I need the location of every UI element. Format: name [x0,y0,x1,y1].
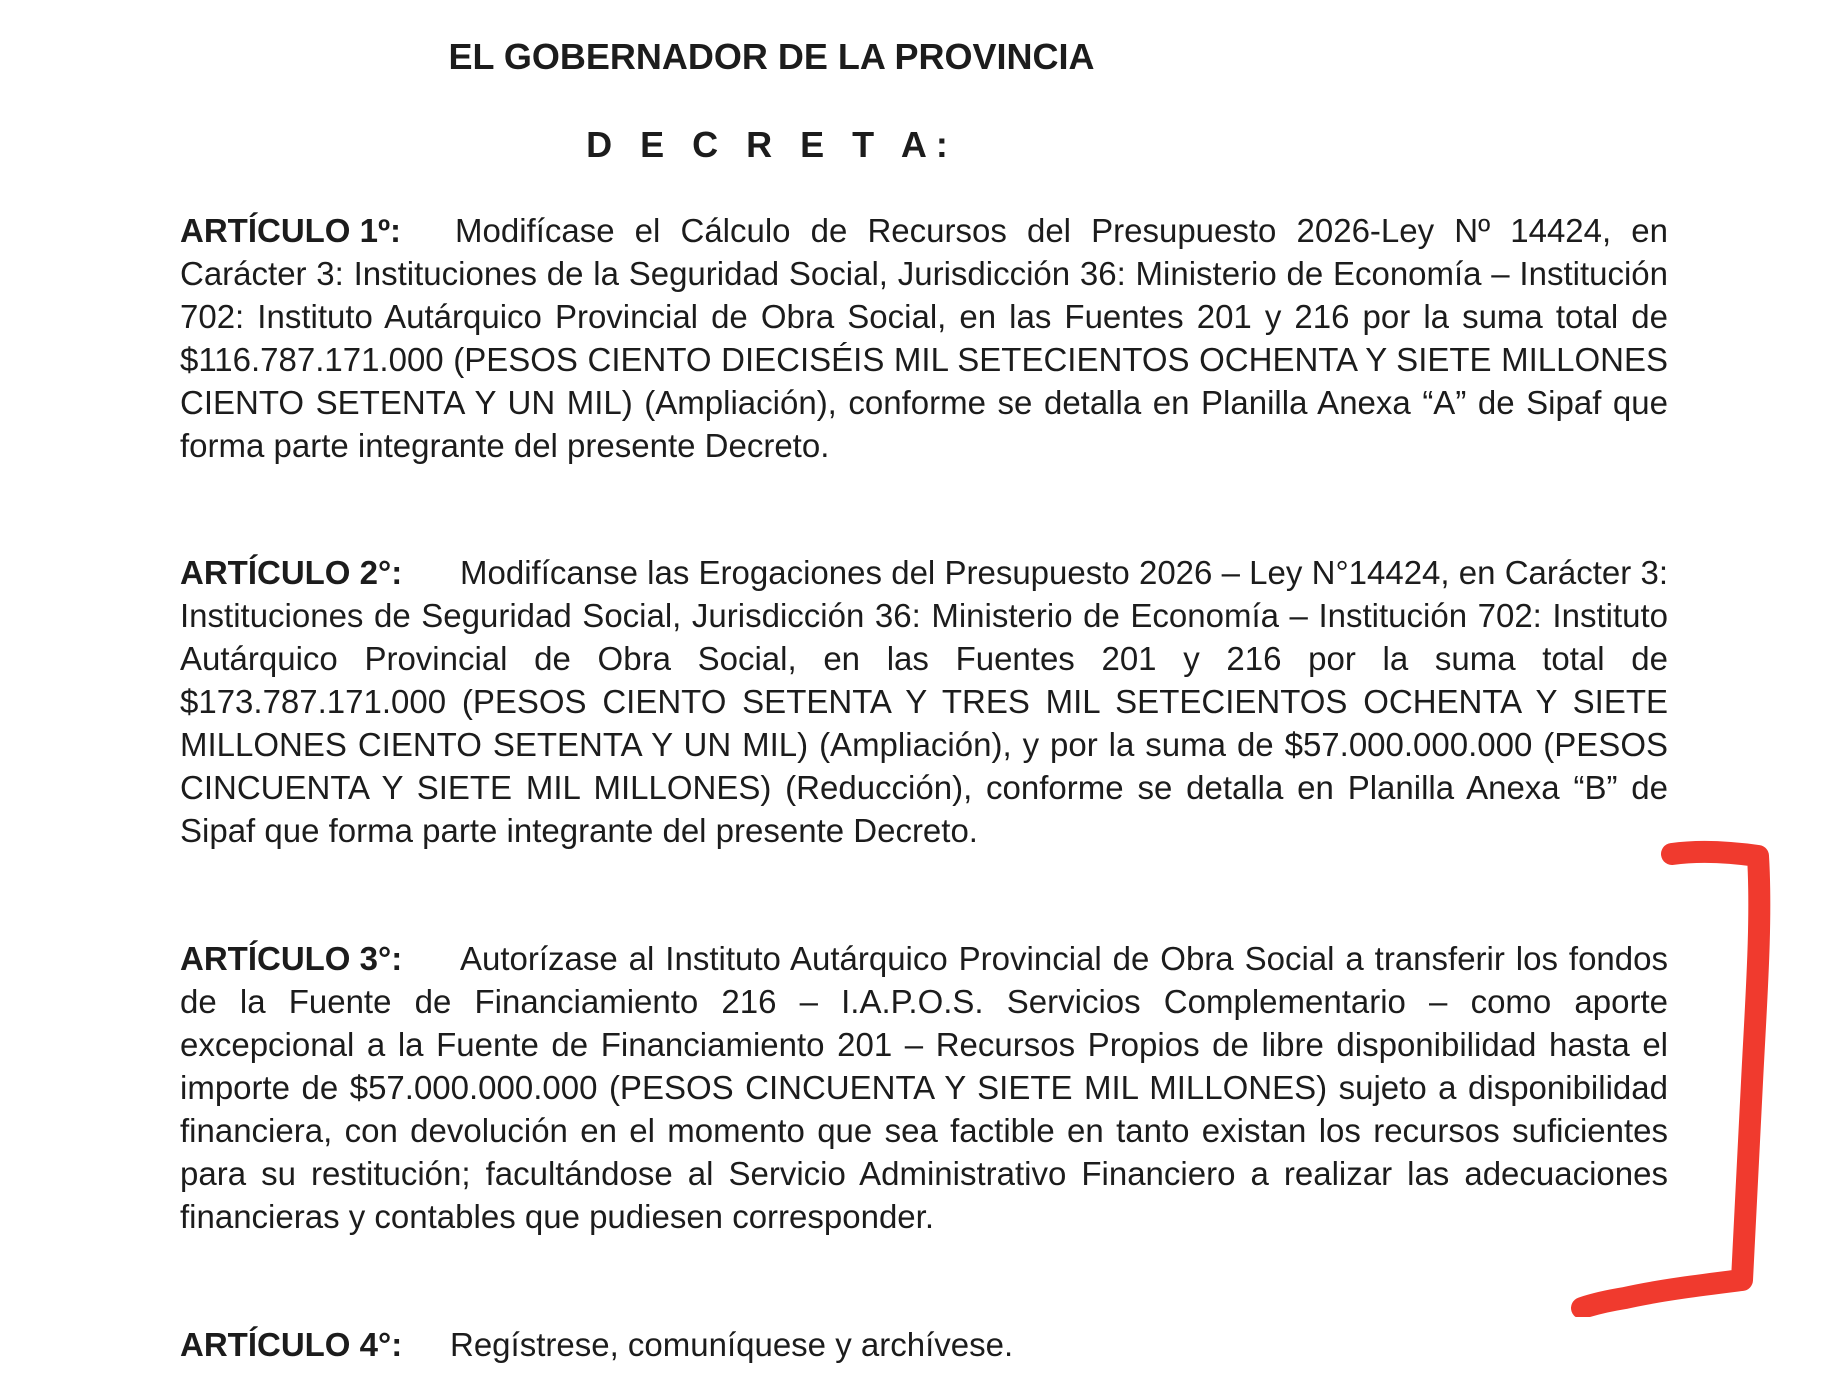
articulo-3 [180,937,1668,1238]
articulo-3-text: Autorízase al Instituto Autárquico Provincial de Obra Social a transferir los fondos de la Fuente de Financiamiento 216 – I.A.P.O.S. Servicios Complementario – como aporte excepcional a la Fuente de Financiamiento 201 – Recursos Propios de libre disponibilidad hasta el importe de $57.000.000.000 (PESOS CINCUENTA Y SIETE MIL MILLONES) sujeto a disponibilidad financiera, con devolución en el momento que sea factible en tanto existan los recursos suficientes para su restitución; facultándose al Servicio Administrativo Financiero a realizar las adecuaciones financieras y contables que pudiesen corresponder. [180,940,1668,1235]
articulo-2-text: Modifícanse las Erogaciones del Presupuesto 2026 – Ley N°14424, en Carácter 3: Instituciones de Seguridad Social, Jurisdicción 36: Ministerio de Economía – Institución 702: Instituto Autárquico Provincial de Obra Social, en las Fuentes 201 y 216 por la suma total de $173.787.171.000 (PESOS CIENTO SETENTA Y TRES MIL SETECIENTOS OCHENTA Y SIETE MILLONES CIENTO SETENTA Y UN MIL) (Ampliación), y por la suma de $57.000.000.000 (PESOS CINCUENTA Y SIETE MIL MILLONES) (Reducción), conforme se detalla en Planilla Anexa “B” de Sipaf que forma parte integrante del presente Decreto. [180,554,1668,849]
document-title: EL GOBERNADOR DE LA PROVINCIA [448,36,1095,77]
articulo-4 [180,1323,1668,1366]
articulo-4-text: Regístrese, comuníquese y archívese. [450,1326,1014,1363]
articulo-1-label: ARTÍCULO 1º: [180,212,402,249]
articulo-1 [180,209,1668,467]
articulo-1-text: Modifícase el Cálculo de Recursos del Presupuesto 2026-Ley Nº 14424, en Carácter 3: Instituciones de la Seguridad Social, Jurisdicción 36: Ministerio de Economía – Institución 702: Instituto Autárquico Provincial de Obra Social, en las Fuentes 201 y 216 por la suma total de $116.787.171.000 (PESOS CIENTO DIECISÉIS MIL SETECIENTOS OCHENTA Y SIETE MILLONES CIENTO SETENTA Y UN MIL) (Ampliación), conforme se detalla en Planilla Anexa “A” de Sipaf que forma parte integrante del presente Decreto. [180,212,1668,464]
articulo-2-label: ARTÍCULO 2°: [180,554,403,591]
articulo-3-label: ARTÍCULO 3°: [180,940,403,977]
articulo-4-label: ARTÍCULO 4°: [180,1326,403,1363]
articulo-2 [180,551,1668,852]
decreta-heading: D E C R E T A: [586,124,957,165]
